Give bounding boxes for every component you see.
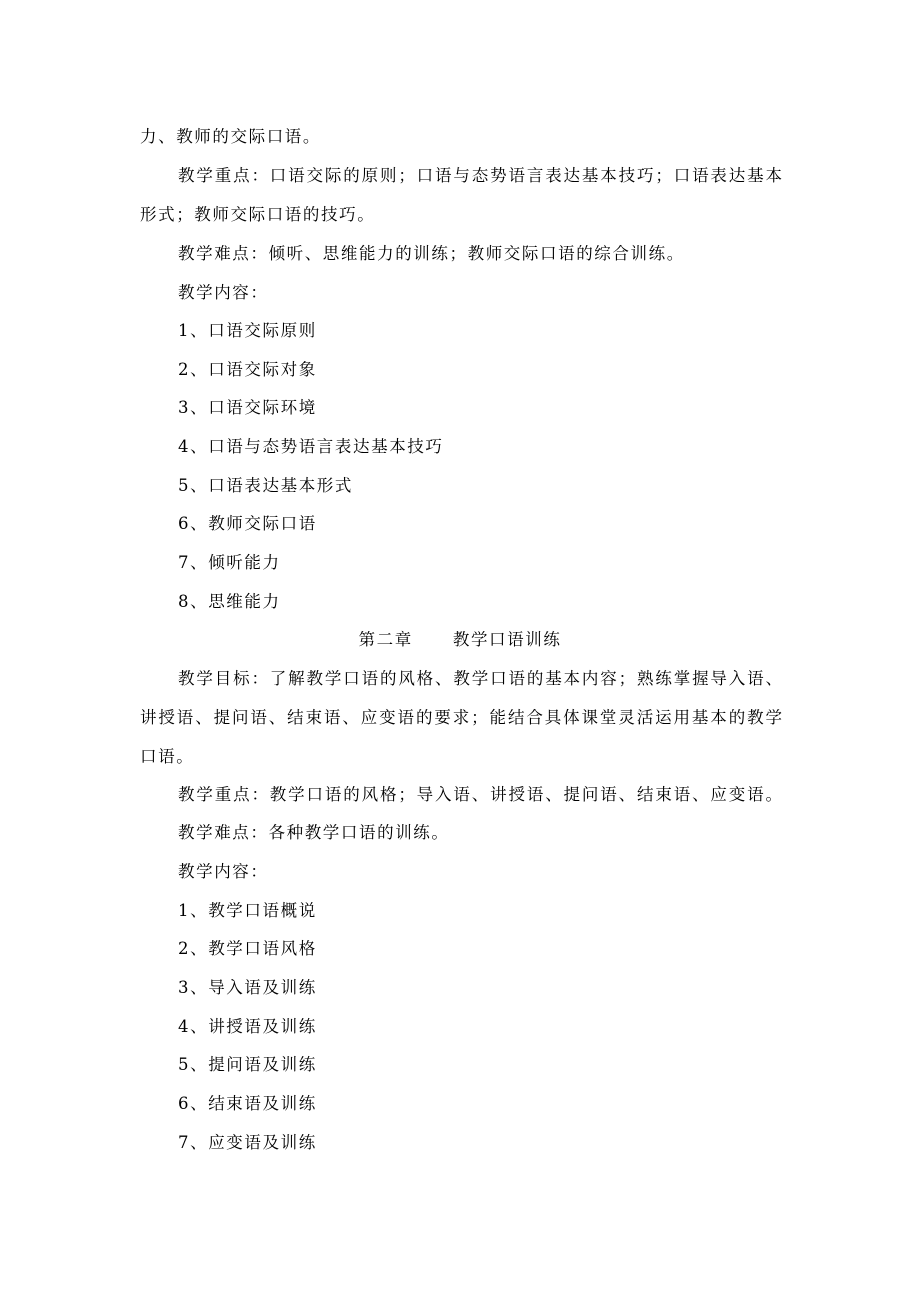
objectives-line-3: 口语。 [140, 747, 195, 766]
key-points-line-2: 形式；教师交际口语的技巧。 [140, 205, 376, 224]
content-label: 教学内容： [178, 283, 269, 302]
chapter-title: 教学口语训练 [452, 630, 562, 649]
list-item: 7、倾听能力 [178, 553, 281, 572]
list-item: 4、口语与态势语言表达基本技巧 [178, 437, 444, 456]
continuation-line: 力、教师的交际口语。 [140, 127, 321, 146]
chapter2-difficulties: 教学难点：各种教学口语的训练。 [178, 823, 450, 842]
objectives-line-1: 教学目标：了解教学口语的风格、教学口语的基本内容；熟练掌握导入语、 [178, 669, 782, 688]
list-item: 8、思维能力 [178, 592, 281, 611]
list-item: 5、提问语及训练 [178, 1055, 317, 1074]
objectives-line-2: 讲授语、提问语、结束语、应变语的要求；能结合具体课堂灵活运用基本的教学 [140, 708, 782, 727]
list-item: 2、教学口语风格 [178, 939, 317, 958]
chapter-number: 第二章 [358, 630, 413, 649]
list-item: 5、口语表达基本形式 [178, 476, 353, 495]
chapter2-content-label: 教学内容： [178, 862, 269, 881]
difficulties-line: 教学难点：倾听、思维能力的训练；教师交际口语的综合训练。 [178, 244, 685, 263]
list-item: 3、导入语及训练 [178, 978, 317, 997]
chapter-heading [0, 629, 920, 651]
chapter2-key-points: 教学重点：教学口语的风格；导入语、讲授语、提问语、结束语、应变语。 [178, 785, 782, 804]
list-item: 2、口语交际对象 [178, 360, 317, 379]
list-item: 3、口语交际环境 [178, 398, 317, 417]
key-points-line-1: 教学重点：口语交际的原则；口语与态势语言表达基本技巧；口语表达基本 [178, 166, 782, 185]
list-item: 7、应变语及训练 [178, 1133, 317, 1152]
list-item: 4、讲授语及训练 [178, 1017, 317, 1036]
list-item: 6、教师交际口语 [178, 514, 317, 533]
list-item: 1、口语交际原则 [178, 321, 317, 340]
list-item: 1、教学口语概说 [178, 901, 317, 920]
list-item: 6、结束语及训练 [178, 1094, 317, 1113]
